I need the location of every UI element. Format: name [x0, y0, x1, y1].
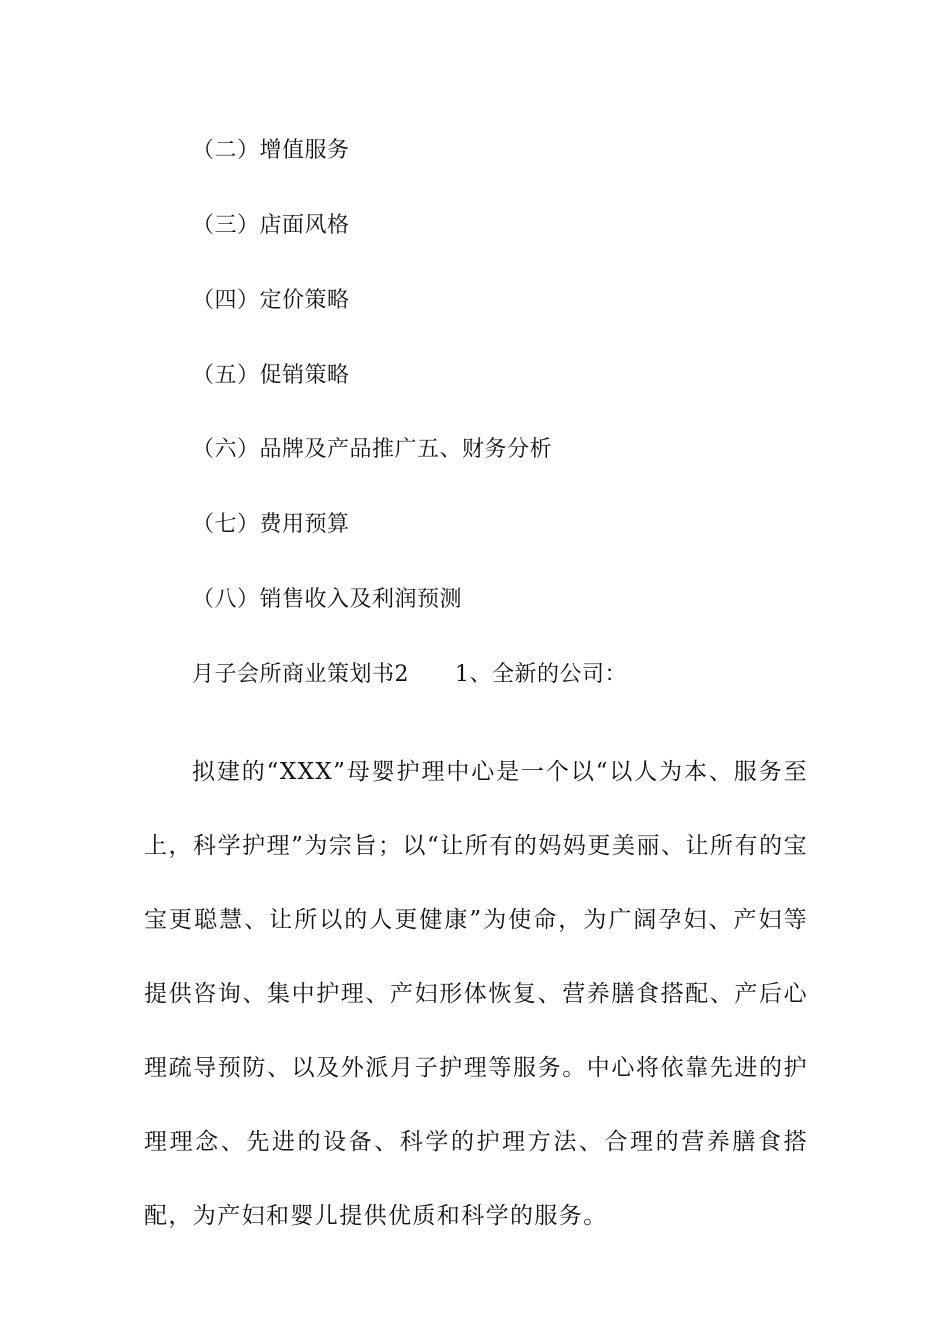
- outline-item: （五）促销策略: [192, 363, 350, 388]
- outline-item: （七）费用预算: [192, 512, 350, 537]
- body-paragraph: 拟建的“XXX”母婴护理中心是一个以“以人为本、服务至上，科学护理”为宗旨；以“让所有的妈妈更美丽、让所有的宝宝更聪慧、让所以的人更健康”为使命，为广阔孕妇、产妇等提供咨询、集中护理、产妇形体恢复、营养膳食搭配、产后心理疏导预防、以及外派月子护理等服务。中心将依靠先进的护理理念、先进的设备、科学的护理方法、合理的营养膳食搭配，为产妇和婴儿提供优质和科学的服务。: [144, 759, 808, 1229]
- outline-item: （二）增值服务: [192, 138, 350, 163]
- section-heading: [192, 660, 627, 690]
- section-title: 1、全新的公司：: [455, 662, 627, 687]
- outline-item: （八）销售收入及利润预测: [192, 587, 463, 612]
- document-title: 月子会所商业策划书2: [192, 662, 409, 687]
- outline-item: （三）店面风格: [192, 213, 350, 238]
- outline-item: （六）品牌及产品推广五、财务分析: [192, 437, 553, 462]
- outline-item: （四）定价策略: [192, 288, 350, 313]
